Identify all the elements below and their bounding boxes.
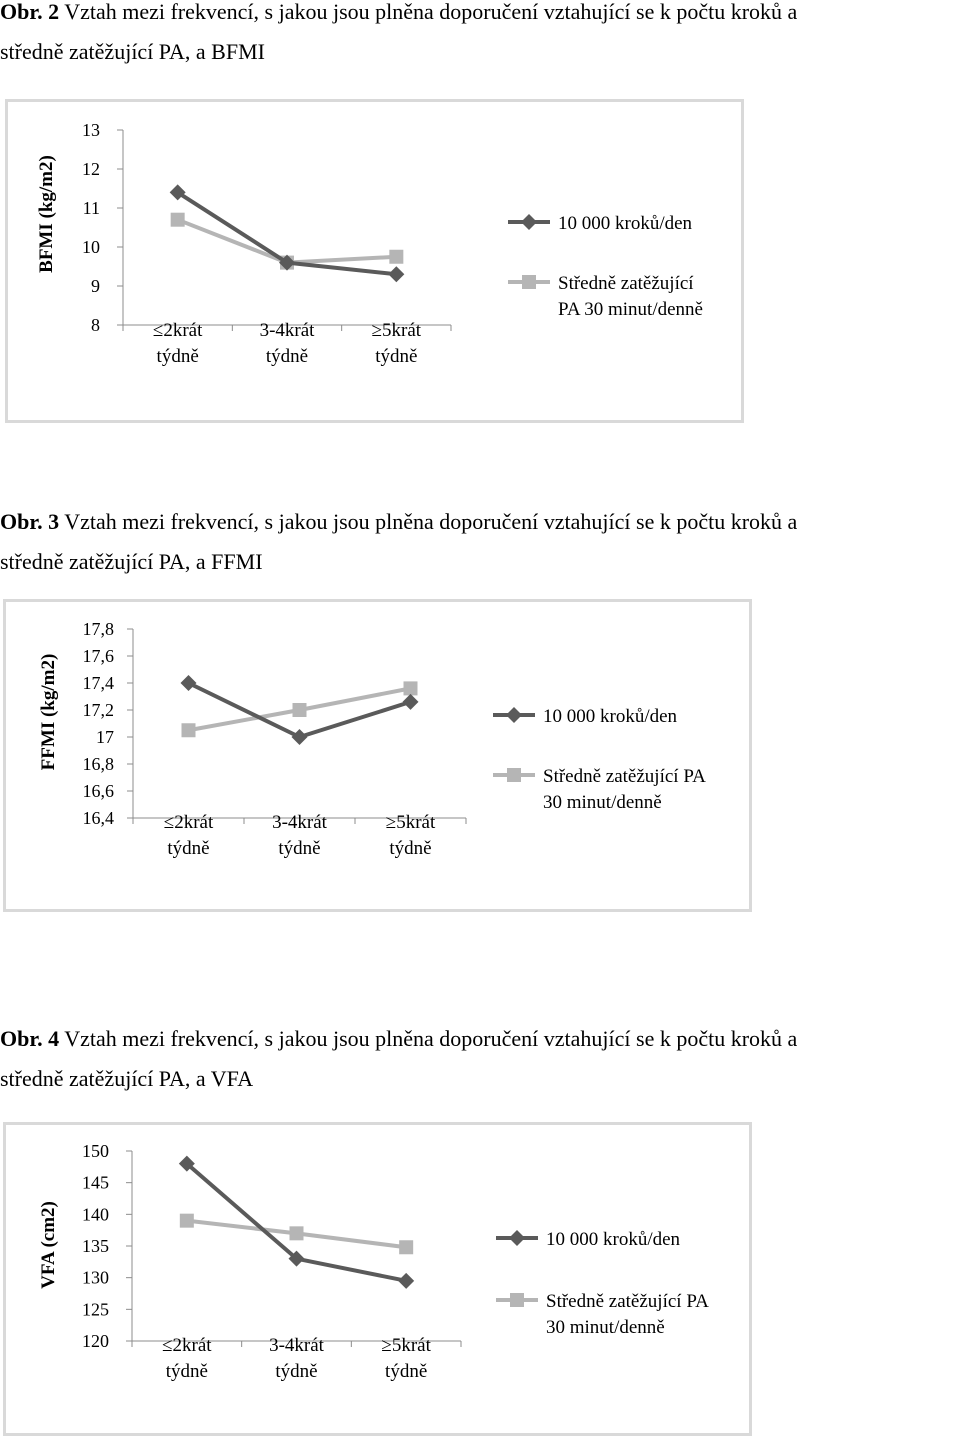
x-tick-label: 3-4krát (259, 320, 315, 341)
y-tick-label: 16,6 (82, 781, 114, 801)
legend-label: 10 000 kroků/den (546, 1229, 681, 1250)
caption-number: Obr. 2 (0, 0, 60, 24)
data-point (180, 1214, 194, 1228)
y-tick-label: 150 (82, 1141, 109, 1161)
y-tick-label: 17,4 (82, 673, 114, 693)
legend-marker (506, 707, 522, 723)
chart-frame (5, 99, 744, 423)
chart-frame (3, 1122, 752, 1436)
x-tick-label: týdně (278, 838, 321, 859)
x-tick-label: týdně (167, 838, 210, 859)
legend-marker (522, 275, 536, 289)
y-tick-label: 16,8 (82, 754, 114, 774)
data-point (404, 681, 418, 695)
caption-text: středně zatěžující PA, a BFMI (0, 39, 265, 64)
caption-text: Vztah mezi frekvencí, s jakou jsou plněna doporučení vztahující se k počtu kroků a (59, 0, 798, 24)
x-tick-label: týdně (275, 1361, 318, 1382)
caption-number: Obr. 3 (0, 509, 60, 534)
y-tick-label: 17,8 (82, 619, 114, 639)
chart-ffmi (6, 602, 749, 909)
x-tick-label: 3-4krát (269, 1335, 324, 1356)
x-tick-label: ≤2krát (152, 320, 203, 341)
legend-marker (507, 768, 521, 782)
x-tick-label: týdně (385, 1361, 428, 1382)
y-tick-label: 11 (82, 198, 100, 218)
x-tick-label: týdně (265, 346, 309, 367)
y-tick-label: 17 (96, 727, 114, 747)
data-point (398, 1273, 414, 1289)
legend-label: Středně zatěžující (558, 273, 694, 294)
data-point (399, 1240, 413, 1254)
legend-label: Středně zatěžující PA (543, 766, 706, 787)
legend-label: Středně zatěžující PA (546, 1291, 709, 1312)
y-tick-label: 125 (82, 1299, 109, 1320)
x-tick-label: ≥5krát (385, 812, 436, 833)
legend-label: 30 minut/denně (543, 792, 662, 813)
data-point (290, 1226, 304, 1240)
data-point (292, 729, 308, 745)
legend-label: 10 000 kroků/den (543, 706, 678, 727)
caption-number: Obr. 4 (0, 1026, 60, 1051)
y-tick-label: 130 (82, 1267, 109, 1288)
caption-text: středně zatěžující PA, a VFA (0, 1066, 254, 1091)
y-tick-label: 140 (82, 1204, 109, 1225)
caption-text: Vztah mezi frekvencí, s jakou jsou plněna doporučení vztahující se k počtu kroků a (59, 509, 798, 534)
y-tick-label: 145 (82, 1172, 109, 1193)
x-tick-label: týdně (165, 1361, 208, 1382)
y-tick-label: 12 (82, 159, 100, 179)
legend-marker (509, 1230, 525, 1246)
legend-label: 10 000 kroků/den (558, 213, 693, 234)
y-tick-label: 17,2 (82, 700, 114, 720)
legend-marker (521, 214, 537, 230)
y-axis-title: VFA (cm2) (38, 1201, 59, 1289)
chart-frame (3, 599, 752, 912)
x-tick-label: týdně (156, 346, 199, 367)
caption-text: středně zatěžující PA, a FFMI (0, 549, 263, 574)
x-tick-label: ≤2krát (163, 812, 214, 833)
figure-caption (0, 0, 960, 72)
x-tick-label: týdně (389, 838, 432, 859)
x-tick-label: 3-4krát (272, 812, 327, 833)
legend-label: 30 minut/denně (546, 1317, 665, 1338)
caption-text: Vztah mezi frekvencí, s jakou jsou plněna doporučení vztahující se k počtu kroků a (59, 1026, 798, 1051)
x-tick-label: ≥5krát (371, 320, 422, 341)
legend-marker (510, 1293, 524, 1307)
data-point (181, 675, 197, 691)
data-point (389, 250, 403, 264)
figure-caption (0, 1019, 960, 1099)
y-axis-title: BFMI (kg/m2) (36, 155, 57, 273)
figure-caption (0, 502, 960, 582)
chart-bfmi (8, 102, 741, 420)
y-tick-label: 16,4 (82, 808, 114, 828)
y-tick-label: 17,6 (82, 646, 114, 666)
data-point (182, 723, 196, 737)
y-tick-label: 9 (91, 276, 100, 296)
data-point (388, 266, 404, 282)
chart-vfa (6, 1125, 749, 1433)
y-tick-label: 135 (82, 1236, 109, 1256)
data-point (171, 213, 185, 227)
y-tick-label: 13 (82, 120, 100, 140)
data-point (403, 694, 419, 710)
legend-label: PA 30 minut/denně (558, 299, 703, 320)
y-axis-title: FFMI (kg/m2) (38, 653, 59, 771)
y-tick-label: 8 (91, 315, 100, 335)
x-tick-label: ≥5krát (381, 1335, 431, 1356)
data-point (293, 703, 307, 717)
x-tick-label: ≤2krát (162, 1335, 212, 1356)
y-tick-label: 120 (82, 1331, 109, 1351)
y-tick-label: 10 (82, 237, 100, 257)
x-tick-label: týdně (375, 346, 418, 367)
